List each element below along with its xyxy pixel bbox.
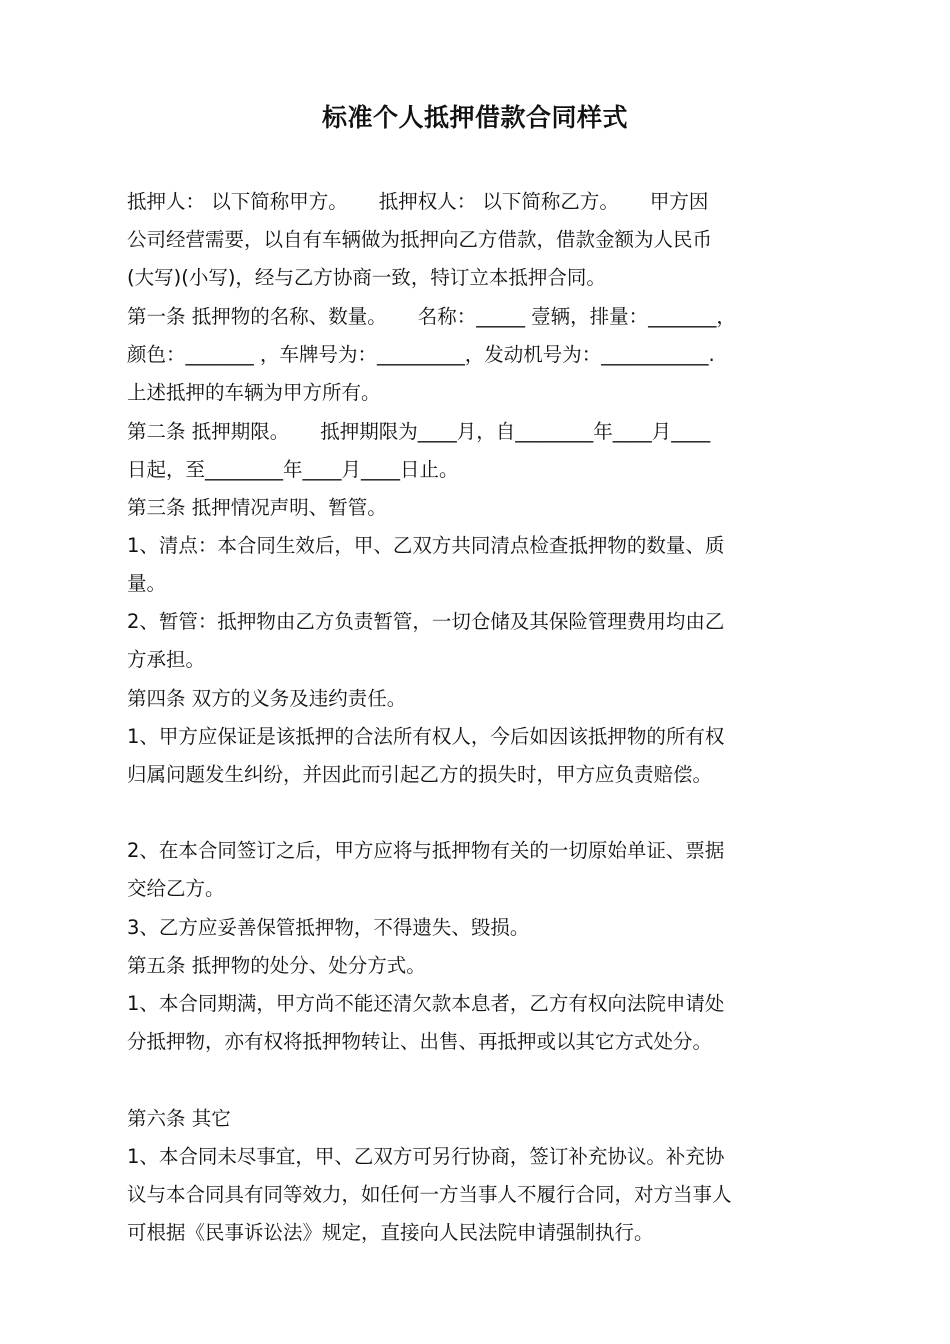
body-line-15: 1、甲方应保证是该抵押的合法所有权人，今后如因该抵押物的所有权 bbox=[127, 725, 725, 748]
body-line-17: 2、在本合同签订之后，甲方应将与抵押物有关的一切原始单证、票据 bbox=[127, 839, 725, 862]
body-line-9: 第三条 抵押情况声明、暂管。 bbox=[127, 496, 387, 519]
body-line-4: 第一条 抵押物的名称、数量。 名称：_____ 壹辆，排量：_______， bbox=[127, 305, 736, 328]
body-line-20: 第五条 抵押物的处分、处分方式。 bbox=[127, 954, 426, 977]
body-line-1: 抵押人： 以下简称甲方。 抵押权人： 以下简称乙方。 甲方因 bbox=[127, 190, 709, 213]
body-line-12: 2、暂管：抵押物由乙方负责暂管，一切仓储及其保险管理费用均由乙 bbox=[127, 610, 725, 633]
body-line-21: 1、本合同期满，甲方尚不能还清欠款本息者，乙方有权向法院申请处 bbox=[127, 992, 725, 1015]
body-line-24: 1、本合同未尽事宜，甲、乙双方可另行协商，签订补充协议。补充协 bbox=[127, 1145, 725, 1168]
body-line-23: 第六条 其它 bbox=[127, 1107, 231, 1130]
body-line-16: 归属问题发生纠纷，并因此而引起乙方的损失时，甲方应负责赔偿。 bbox=[127, 763, 713, 786]
document-title: 标准个人抵押借款合同样式 bbox=[321, 103, 628, 132]
body-line-14: 第四条 双方的义务及违约责任。 bbox=[127, 687, 407, 710]
body-line-6: 上述抵押的车辆为甲方所有。 bbox=[127, 381, 381, 404]
body-line-8: 日起，至________年____月____日止。 bbox=[127, 458, 459, 481]
body-line-25: 议与本合同具有同等效力，如任何一方当事人不履行合同，对方当事人 bbox=[127, 1183, 732, 1206]
body-line-22: 分抵押物，亦有权将抵押物转让、出售、再抵押或以其它方式处分。 bbox=[127, 1030, 713, 1053]
body-line-7: 第二条 抵押期限。 抵押期限为____月，自________年____月____ bbox=[127, 420, 711, 443]
body-line-3: (大写)(小写)，经与乙方协商一致，特订立本抵押合同。 bbox=[127, 266, 606, 289]
body-line-2: 公司经营需要，以自有车辆做为抵押向乙方借款，借款金额为人民币 bbox=[127, 228, 713, 251]
body-line-13: 方承担。 bbox=[127, 648, 206, 671]
body-line-18: 交给乙方。 bbox=[127, 877, 225, 900]
body-line-26: 可根据《民事诉讼法》规定，直接向人民法院申请强制执行。 bbox=[127, 1221, 654, 1244]
body-line-5: 颜色：_______ ，车牌号为：_________，发动机号为：___________. bbox=[127, 343, 715, 366]
body-line-10: 1、清点：本合同生效后，甲、乙双方共同清点检查抵押物的数量、质 bbox=[127, 534, 725, 557]
body-line-11: 量。 bbox=[127, 572, 167, 595]
body-line-19: 3、乙方应妥善保管抵押物，不得遗失、毁损。 bbox=[127, 916, 530, 939]
